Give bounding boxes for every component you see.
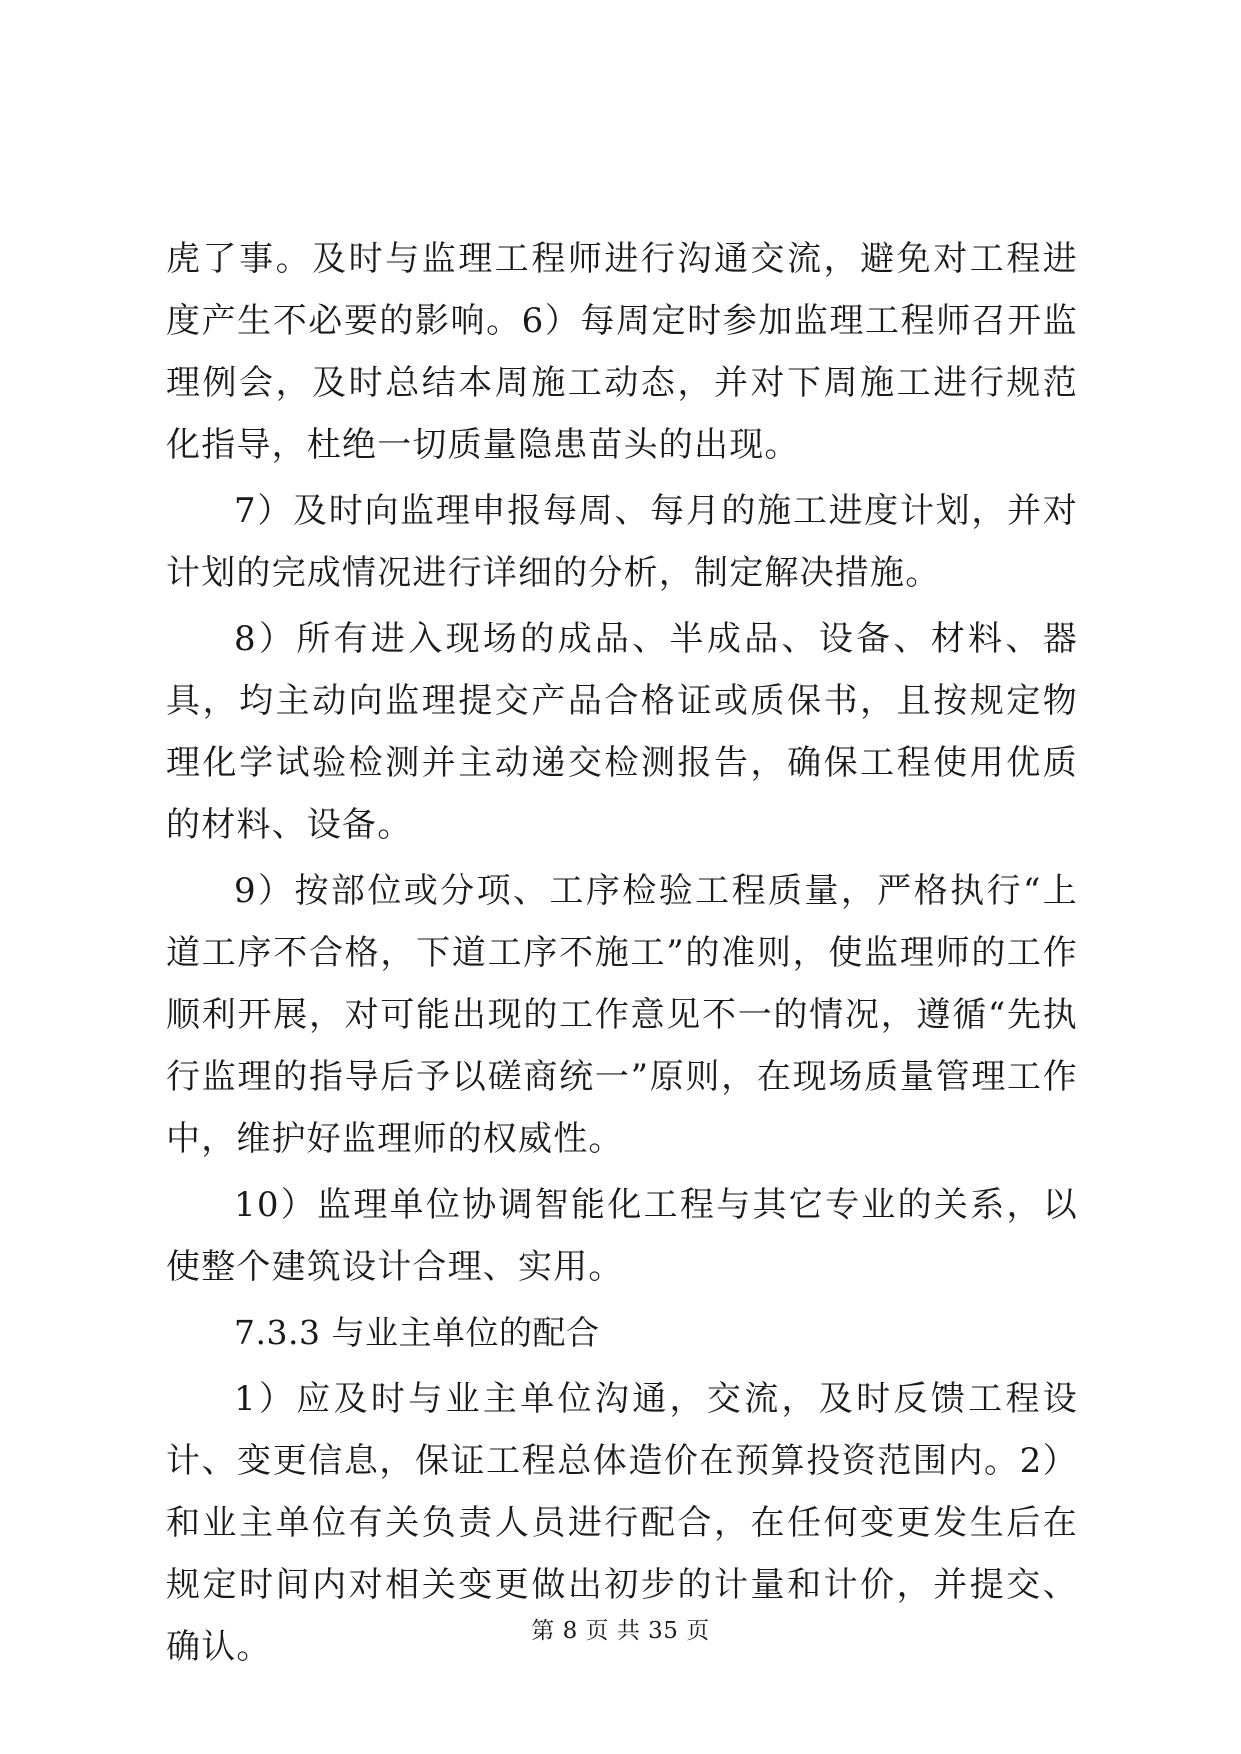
paragraph-item-7: 7）及时向监理申报每周、每月的施工进度计划，并对计划的完成情况进行详细的分析，制定解决措施。 bbox=[166, 491, 1078, 593]
paragraph-item-10: 10）监理单位协调智能化工程与其它专业的关系，以使整个建筑设计合理、实用。 bbox=[166, 1185, 1078, 1287]
section-heading: 7.3.3 与业主单位的配合 bbox=[234, 1313, 600, 1352]
page-number-footer: 第 8 页 共 35 页 bbox=[531, 1618, 710, 1644]
paragraph-continuation: 虎了事。及时与监理工程师进行沟通交流，避免对工程进度产生不必要的影响。6）每周定时参加监理工程师召开监理例会，及时总结本周施工动态，并对下周施工进行规范化指导，杜绝一切质量隐患苗头的出现。 bbox=[166, 239, 1078, 465]
paragraph-owner-coordination: 1）应及时与业主单位沟通，交流，及时反馈工程设计、变更信息，保证工程总体造价在预算投资范围内。2）和业主单位有关负责人员进行配合，在任何变更发生后在规定时间内对相关变更做出初步的计量和计价，并提交、确认。 bbox=[166, 1379, 1078, 1667]
document-body bbox=[166, 228, 1078, 1682]
paragraph-item-9: 9）按部位或分项、工序检验工程质量，严格执行“上道工序不合格，下道工序不施工”的准则，使监理师的工作顺利开展，对可能出现的工作意见不一的情况，遵循“先执行监理的指导后予以磋商统一”原则，在现场质量管理工作中，维护好监理师的权威性。 bbox=[166, 871, 1078, 1159]
paragraph-item-8: 8）所有进入现场的成品、半成品、设备、材料、器具，均主动向监理提交产品合格证或质保书，且按规定物理化学试验检测并主动递交检测报告，确保工程使用优质的材料、设备。 bbox=[166, 619, 1078, 845]
